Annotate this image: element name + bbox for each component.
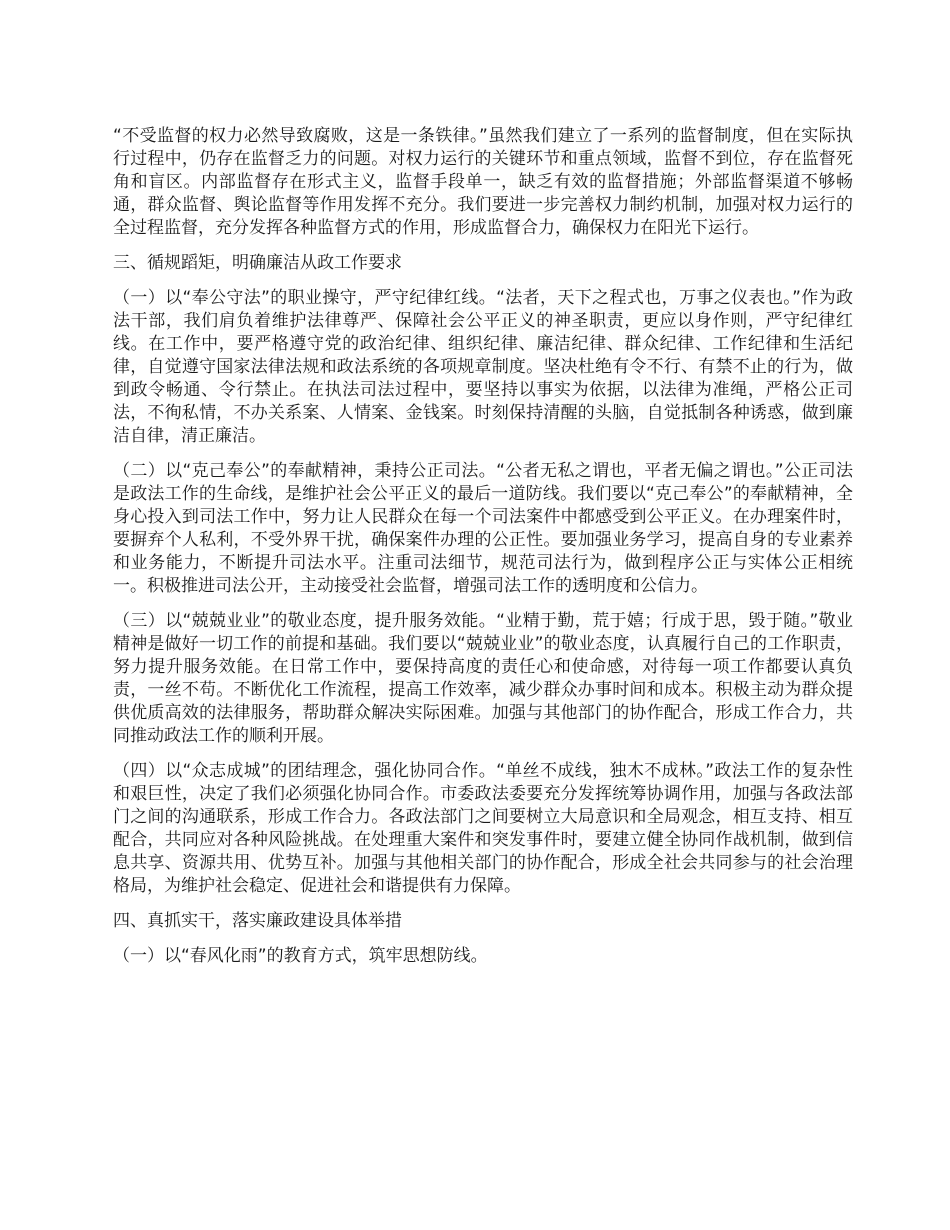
paragraph-education: （一）以“春风化雨”的教育方式，筑牢思想防线。 (113, 946, 488, 966)
section-heading-3: 三、循规蹈矩，明确廉洁从政工作要求 (113, 253, 402, 273)
paragraph-justice: （二）以“克己奉公”的奉献精神，秉持公正司法。“公者无私之谓也，平者无偏之谓也。”公正司法是政法工作的生命线，是维护社会公平正义的最后一道防线。我们要以“克己奉公”的奉献精神，全身心投入到司法工作中，努力让人民群众在每一个司法案件中都感受到公平正义。在办理案件时，要摒弃个人私利，不受外界干扰，确保案件办理的公正性。要加强业务学习，提高自身的专业素养和业务能力，不断提升司法水平。注重司法细节，规范司法行为，做到程序公正与实体公正相统一。积极推进司法公开，主动接受社会监督，增强司法工作的透明度和公信力。 (113, 461, 853, 596)
paragraph-dedication: （三）以“兢兢业业”的敬业态度，提升服务效能。“业精于勤，荒于嬉；行成于思，毁于随。”敬业精神是做好一切工作的前提和基础。我们要以“兢兢业业”的敬业态度，认真履行自己的工作职责，努力提升服务效能。在日常工作中，要保持高度的责任心和使命感，对待每一项工作都要认真负责，一丝不苟。不断优化工作流程，提高工作效率，减少群众办事时间和成本。积极主动为群众提供优质高效的法律服务，帮助群众解决实际困难。加强与其他部门的协作配合，形成工作合力，共同推动政法工作的顺利开展。 (113, 611, 853, 746)
section-heading-4: 四、真抓实干，落实廉政建设具体举措 (113, 911, 402, 931)
paragraph-cooperation: （四）以“众志成城”的团结理念，强化协同合作。“单丝不成线，独木不成林。”政法工作的复杂性和艰巨性，决定了我们必须强化协同合作。市委政法委要充分发挥统筹协调作用，加强与各政法部门之间的沟通联系，形成工作合力。各政法部门之间要树立大局意识和全局观念，相互支持、相互配合，共同应对各种风险挑战。在处理重大案件和突发事件时，要建立健全协同作战机制，做到信息共享、资源共用、优势互补。加强与其他相关部门的协作配合，形成全社会共同参与的社会治理格局，为维护社会稳定、促进社会和谐提供有力保障。 (113, 761, 853, 896)
document-page (113, 125, 853, 980)
paragraph-discipline: （一）以“奉公守法”的职业操守，严守纪律红线。“法者，天下之程式也，万事之仪表也。”作为政法干部，我们肩负着维护法律尊严、保障社会公平正义的神圣职责，更应以身作则，严守纪律红线。在工作中，要严格遵守党的政治纪律、组织纪律、廉洁纪律、群众纪律、工作纪律和生活纪律，自觉遵守国家法律法规和政法系统的各项规章制度。坚决杜绝有令不行、有禁不止的行为，做到政令畅通、令行禁止。在执法司法过程中，要坚持以事实为依据，以法律为准绳，严格公正司法，不徇私情，不办关系案、人情案、金钱案。时刻保持清醒的头脑，自觉抵制各种诱惑，做到廉洁自律，清正廉洁。 (113, 288, 853, 446)
paragraph-supervision: “不受监督的权力必然导致腐败，这是一条铁律。”虽然我们建立了一系列的监督制度，但在实际执行过程中，仍存在监督乏力的问题。对权力运行的关键环节和重点领域，监督不到位，存在监督死角和盲区。内部监督存在形式主义，监督手段单一，缺乏有效的监督措施；外部监督渠道不够畅通，群众监督、舆论监督等作用发挥不充分。我们要进一步完善权力制约机制，加强对权力运行的全过程监督，充分发挥各种监督方式的作用，形成监督合力，确保权力在阳光下运行。 (113, 126, 853, 238)
